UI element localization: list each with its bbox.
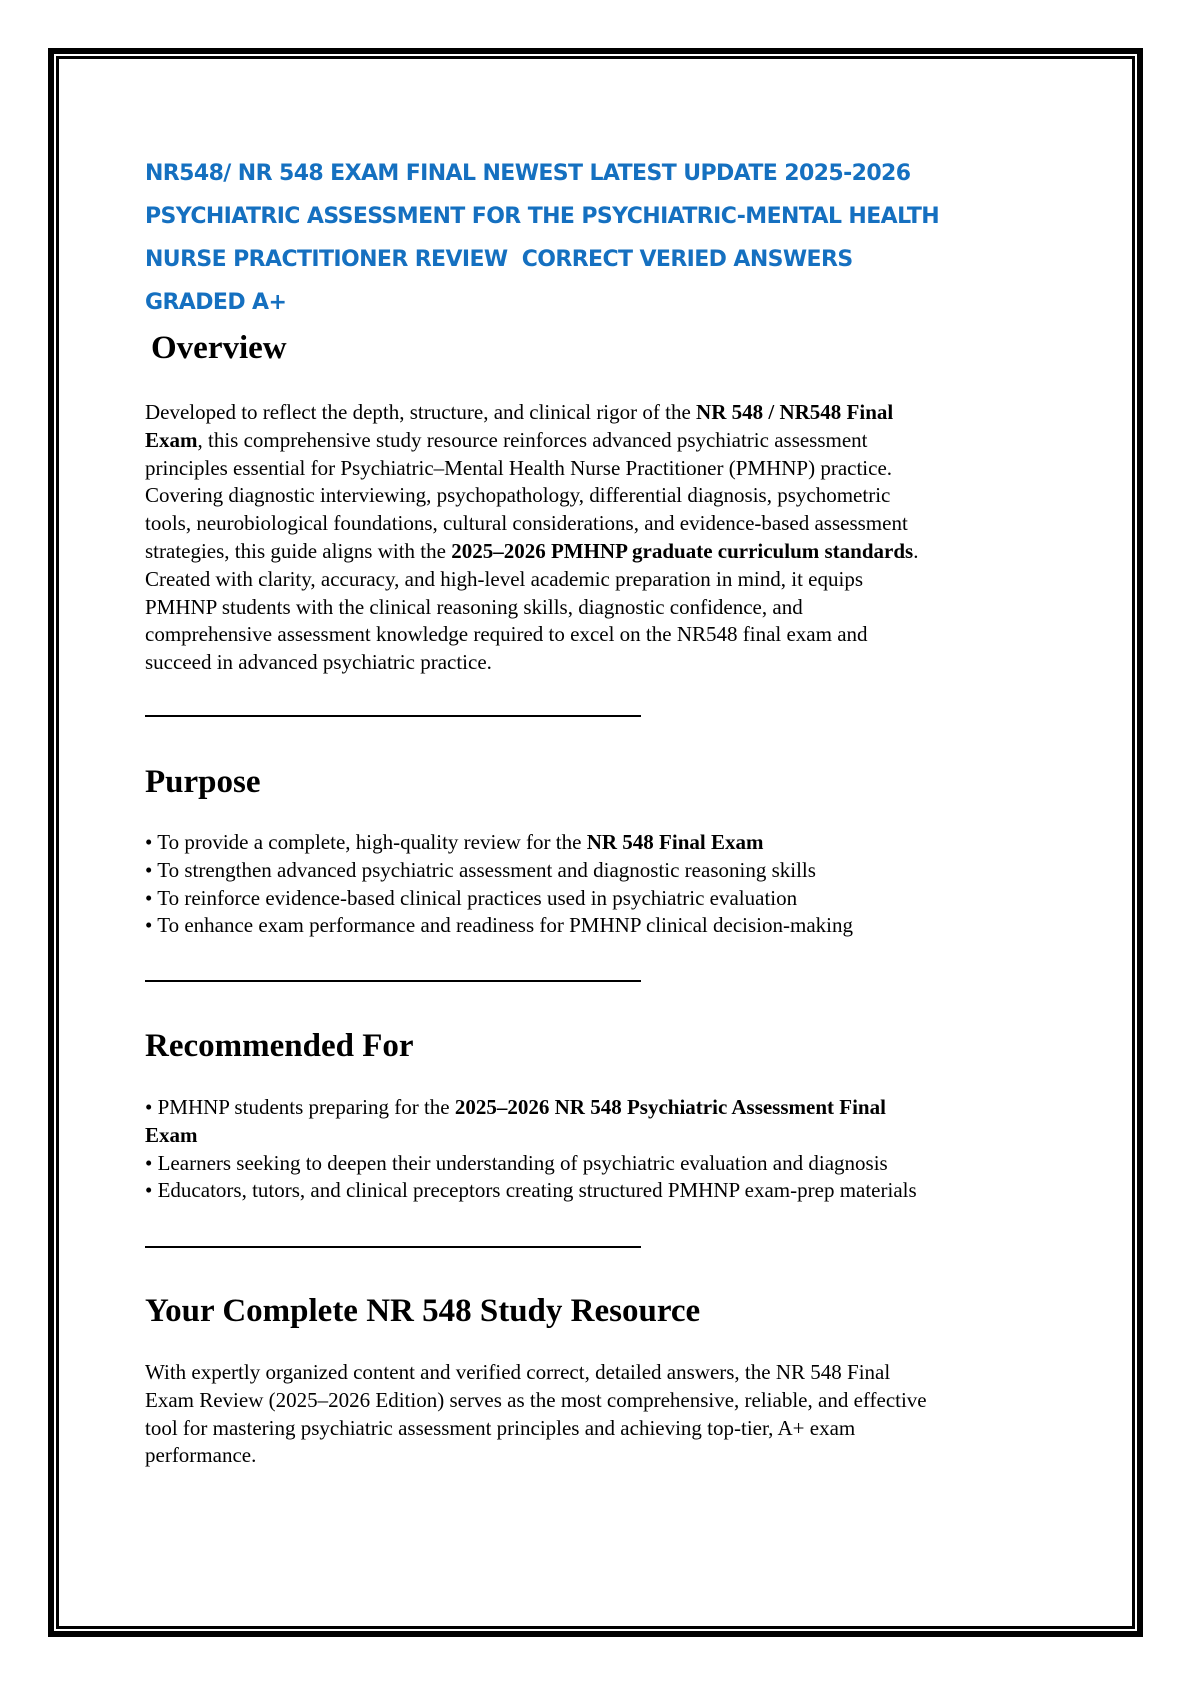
text-line bbox=[145, 538, 1065, 566]
text-line bbox=[145, 455, 1065, 483]
text-line bbox=[145, 566, 1065, 594]
text-line bbox=[145, 1122, 1065, 1150]
text-run: • PMHNP students preparing for the bbox=[145, 1095, 455, 1119]
text-line bbox=[145, 912, 1065, 940]
text-run: tools, neurobiological foundations, cultural considerations, and evidence-based assessment bbox=[145, 511, 908, 536]
text-run: • To enhance exam performance and readiness for PMHNP clinical decision-making bbox=[145, 913, 853, 938]
bold-text: NR 548 / NR548 Final bbox=[696, 400, 894, 424]
bold-text: NR 548 Final Exam bbox=[586, 830, 764, 854]
bold-text: Exam bbox=[145, 1122, 198, 1147]
text-line bbox=[145, 1150, 1065, 1178]
text-line bbox=[145, 482, 1065, 510]
document-title bbox=[145, 152, 1075, 324]
text-run: . bbox=[913, 538, 919, 563]
text-line bbox=[145, 1177, 1065, 1205]
text-run: • To reinforce evidence-based clinical practices used in psychiatric evaluation bbox=[145, 885, 798, 910]
text-line bbox=[145, 1359, 1065, 1387]
text-line bbox=[145, 829, 1065, 857]
text-line bbox=[145, 1094, 1065, 1122]
text-line bbox=[145, 885, 1065, 913]
title-line: NURSE PRACTITIONER REVIEW CORRECT VERIED ANSWERS bbox=[145, 247, 853, 272]
text-line bbox=[145, 594, 1065, 622]
text-run: strategies, this guide aligns with the bbox=[145, 538, 452, 563]
text-run: succeed in advanced psychiatric practice. bbox=[145, 650, 492, 675]
text-line bbox=[145, 857, 1065, 885]
text-run: • To provide a complete, high-quality review for the bbox=[145, 830, 587, 854]
purpose-heading: Purpose bbox=[145, 764, 261, 800]
title-line: NR548/ NR 548 EXAM FINAL NEWEST LATEST UPDATE 2025-2026 bbox=[145, 161, 911, 186]
text-line bbox=[145, 1415, 1065, 1443]
text-line bbox=[145, 510, 1065, 538]
recommended-heading: Recommended For bbox=[145, 1028, 414, 1064]
text-run: Exam Review (2025–2026 Edition) serves as the most comprehensive, reliable, and effective bbox=[145, 1387, 927, 1412]
text-line bbox=[145, 1387, 1065, 1415]
text-run: tool for mastering psychiatric assessment principles and achieving top-tier, A+ exam bbox=[145, 1415, 856, 1440]
title-line: PSYCHIATRIC ASSESSMENT FOR THE PSYCHIATRIC-MENTAL HEALTH bbox=[145, 204, 940, 229]
resource-heading: Your Complete NR 548 Study Resource bbox=[145, 1293, 701, 1329]
resource-paragraph bbox=[145, 1359, 1065, 1470]
text-line bbox=[145, 1442, 1065, 1470]
text-run: With expertly organized content and verified correct, detailed answers, the NR 548 Final bbox=[145, 1360, 891, 1384]
text-line bbox=[145, 427, 1065, 455]
text-line bbox=[145, 399, 1065, 427]
title-line: GRADED A+ bbox=[145, 290, 287, 315]
text-run: Developed to reflect the depth, structure, and clinical rigor of the bbox=[145, 400, 697, 424]
bold-text: 2025–2026 NR 548 Psychiatric Assessment Final bbox=[454, 1095, 886, 1119]
text-run: • To strengthen advanced psychiatric assessment and diagnostic reasoning skills bbox=[145, 857, 816, 882]
text-line bbox=[145, 621, 1065, 649]
section-divider bbox=[145, 1246, 641, 1248]
text-line bbox=[145, 649, 1065, 677]
recommended-list bbox=[145, 1094, 1065, 1205]
text-run: • Learners seeking to deepen their understanding of psychiatric evaluation and diagnosis bbox=[145, 1150, 888, 1175]
text-run: Created with clarity, accuracy, and high-level academic preparation in mind, it equips bbox=[145, 566, 863, 591]
text-run: PMHNP students with the clinical reasoning skills, diagnostic confidence, and bbox=[145, 594, 803, 619]
text-run: , this comprehensive study resource reinforces advanced psychiatric assessment bbox=[197, 427, 868, 452]
text-run: comprehensive assessment knowledge required to excel on the NR548 final exam and bbox=[145, 622, 868, 647]
text-run: Covering diagnostic interviewing, psychopathology, differential diagnosis, psychometric bbox=[145, 483, 891, 508]
overview-paragraph bbox=[145, 399, 1065, 677]
section-divider bbox=[145, 980, 641, 982]
text-run: • Educators, tutors, and clinical preceptors creating structured PMHNP exam-prep materials bbox=[145, 1178, 917, 1203]
bold-text: 2025–2026 PMHNP graduate curriculum standards bbox=[451, 538, 914, 563]
purpose-list bbox=[145, 829, 1065, 940]
text-run: principles essential for Psychiatric–Mental Health Nurse Practitioner (PMHNP) practice. bbox=[145, 455, 893, 480]
bold-text: Exam bbox=[145, 427, 198, 452]
section-divider bbox=[145, 715, 641, 717]
text-run: performance. bbox=[145, 1443, 257, 1468]
overview-heading: Overview bbox=[151, 330, 287, 366]
